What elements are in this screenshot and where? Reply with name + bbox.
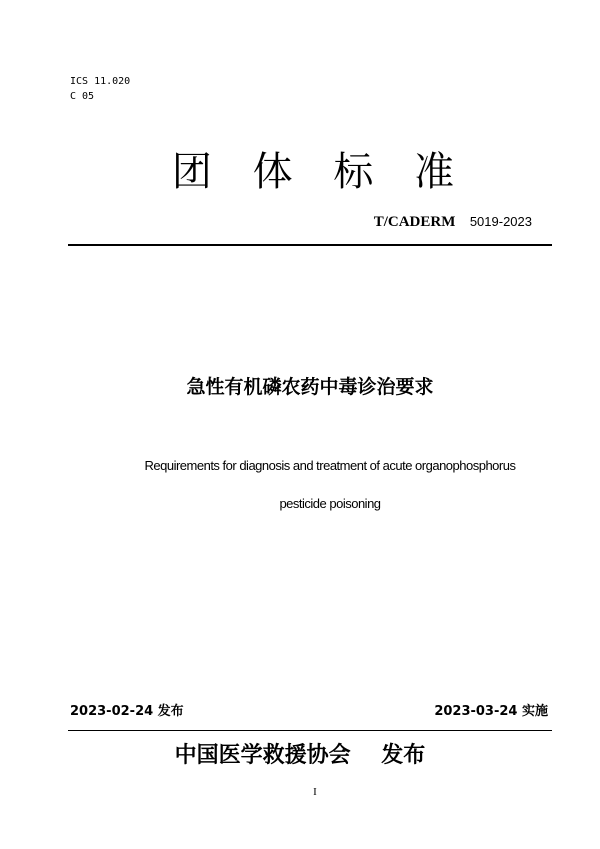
standard-serial: 5019-2023 bbox=[469, 214, 532, 229]
implementation-date: 2023-03-24 实施 bbox=[434, 704, 548, 719]
title-english-line-1: Requirements for diagnosis and treatment of acute organophosphorus bbox=[144, 458, 516, 473]
standard-number bbox=[374, 214, 532, 231]
top-divider bbox=[68, 244, 552, 246]
page-number: I bbox=[313, 786, 317, 798]
classification-codes bbox=[70, 74, 130, 104]
ccs-code: C 05 bbox=[70, 91, 95, 102]
publish-date: 2023-02-24 发布 bbox=[70, 704, 184, 719]
ics-code: ICS 11.020 bbox=[70, 76, 131, 87]
title-english-line-2: pesticide poisoning bbox=[279, 496, 381, 511]
bottom-divider bbox=[68, 730, 552, 731]
standard-org-code: T/CADERM bbox=[373, 214, 456, 230]
document-type-heading: 团 体 标 准 bbox=[171, 149, 469, 195]
title-english bbox=[60, 447, 600, 523]
title-chinese: 急性有机磷农药中毒诊治要求 bbox=[186, 376, 434, 398]
publisher-line: 中国医学救援协会 发布 bbox=[174, 742, 426, 768]
